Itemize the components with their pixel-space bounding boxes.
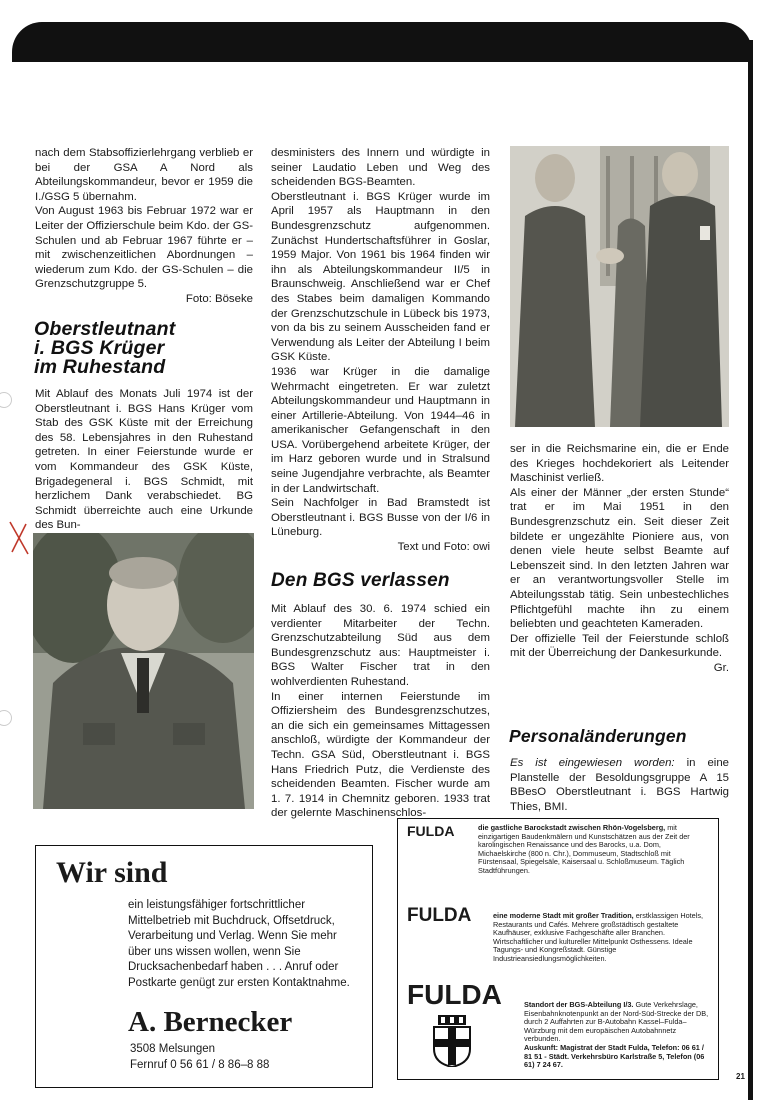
article2-col2-para-3: 1936 war Krüger in die damalige Wehrmacht eingetreten. Er war zuletzt Abteilungskommandeur und Hauptmann in einer Artillerie-Abteilung. Von 1944–46 in amerikanischer Gefangenschaft in den USA. Vorübergehend arbeitete Krüger, der im Harz geboren wurde und in Stralsund seine Jugendjahre verbrachte, als Beamter in der Landwirtschaft.: [271, 365, 490, 495]
ad-bernecker-phone: Fernruf 0 56 61 / 8 86–8 88: [130, 1059, 270, 1071]
article3-sign: Gr.: [713, 661, 729, 674]
ad-fulda: [397, 818, 719, 1080]
fulda-coat-of-arms-icon: [432, 1015, 472, 1067]
article3-col3-para-2: Als einer der Männer „der ersten Stunde“ trat er im Mai 1951 in den Bundesgrenzschutz ein. Seit dieser Zeit bildete er ungezählte Pioniere aus, von denen viele heute selbst Beamte auf Lebenszeit sind. In den letzten Jahren war er an verantwortungsvoller Stelle im Abteilungsstab tätig. Sein unbestechliches Pflichtgefühl machte ihn zu einem beliebten und geachteten Kameraden.: [510, 486, 729, 631]
article3-col2-para-1: Mit Ablauf des 30. 6. 1974 schied ein verdienter Mitarbeiter der Techn. Grenzschutzabteilung Süd aus dem Bundesgrenzschutz aus: Hauptmeister i. BGS Walter Fischer trat in den wohlverdienten Ruhestand.: [271, 603, 490, 688]
handshake-illustration: [510, 146, 729, 427]
article1-photo-credit: Foto: Böseke: [185, 292, 253, 305]
page-number: 21: [736, 1072, 745, 1081]
fulda-word-3: FULDA: [407, 979, 502, 1010]
article4-text: [510, 756, 729, 814]
article2-col2-para-1: desministers des Innern und würdigte in seiner Laudatio Leben und Weg des scheidenden BGS-Beamten.: [271, 147, 490, 189]
ad-bernecker-city: 3508 Melsungen: [130, 1043, 216, 1055]
article4-body: in eine Planstelle der Besoldungsgruppe A 15 BBesO Oberstleutnant i. BGS Hartwig Thies, BMI.: [510, 757, 730, 813]
article2-col2-para-2: Oberstleutnant i. BGS Krüger wurde im April 1957 als Hauptmann in den Bundesgrenzschutz aufgenommen. Zunächst Hundertschaftsführer in Goslar, 1959 Major. Von 1961 bis 1964 finden wir ihn als Abteilungskommandeur II/5 in Braunschweig. Anschließend war er Chef des Stabes beim damaligen Kommando der Grenzschutzschule in Lübeck bis 1973, von da bis zu seinem Ausscheiden fand er Verwendung als Leiter der Abteilung I beim GSK Küste.: [271, 190, 490, 364]
fulda-block-2: eine moderne Stadt mit großer Tradition, erstklassigen Hotels, Restaurants und Cafés. Mehrere großstädtisch gestaltete Kaufhäuser, exklusive Fachgeschäfte aller Branchen. Wirtschaftlicher und kultureller Mittelpunkt Osthessens. Ideale Tagungs- und Kongreßstadt. Günstige Industrieansiedlungsmöglichkeiten.: [493, 911, 704, 963]
headline-bgs-verlassen: Den BGS verlassen: [271, 570, 450, 591]
ad-bernecker: [35, 845, 373, 1088]
article2-col1-text: Mit Ablauf des Monats Juli 1974 ist der Oberstleutnant i. BGS Hans Krüger vom Stab des GSK Küste mit der Erreichung des 58. Lebensjahres in den Ruhestand getreten. In einer Feierstunde wurde er vom Kommandeur des GSK Küste, Brigadegeneral i. BGS Schmidt, mit herzlichem Dank verabschiedet. BG Schmidt überreichte auch eine Urkunde des Bun-: [35, 388, 253, 532]
article3-col2: [271, 602, 490, 821]
article3-col3: [510, 442, 729, 676]
article1-text: [35, 146, 253, 307]
headline-krueger: Oberstleutnant i. BGS Krüger im Ruhestand: [34, 318, 176, 378]
right-black-border: [748, 40, 753, 1100]
punch-hole: [0, 710, 12, 726]
fulda-word-1: FULDA: [407, 823, 455, 839]
article2-col2-para-4: Sein Nachfolger in Bad Bramstedt ist Oberstleutnant i. BGS Busse von der I/6 in Lüneburg.: [271, 497, 490, 539]
article3-col2-para-2: In einer internen Feierstunde im Offiziersheim des Bundesgrenzschutzes, an die sich ein gemeinsames Mittagessen anschloß, würdigte der Kommandeur der Techn. GSA Süd, Oberstleutnant i. BGS Hans Friedrich Putz, die Verdienste des scheidenden Beamten. Fischer wurde am 1. 7. 1914 in Chemnitz geboren. 1933 trat der gelernte Maschinenschlos-: [271, 690, 490, 820]
fulda-contact: Auskunft: Magistrat der Stadt Fulda, Telefon: 06 61 / 81 51 - Städt. Verkehrsbüro Karlstraße 5, Telefon (06 61) 7 24 67.: [524, 1043, 705, 1070]
top-black-border: [12, 22, 752, 62]
fulda-block-3: Standort der BGS-Abteilung I/3. Gute Verkehrslage, Eisenbahnknotenpunkt an der Nord-Süd-Strecke der DB, durch 2 Auffahrten zur B-Autobahn Kassel–Fulda–Würzburg mit dem europäischen Autobahnnetz verbunden.: [524, 1000, 709, 1044]
portrait-photo-krueger: [33, 533, 254, 809]
article3-col3-para-1: ser in die Reichsmarine ein, die er Ende des Krieges hochdekoriert als Leitender Maschinist verließ.: [510, 443, 729, 485]
article4-lead: Es ist eingewiesen worden:: [510, 757, 675, 769]
fulda-block-1: die gastliche Barockstadt zwischen Rhön-Vogelsberg, mit einzigartigen Baudenkmälern und Kunstschätzen aus der Zeit der karolingischen Renaissance und des Barocks, u.a. Dom, Michaelskirche (800 n. Chr.), Dommuseum, Stadtschloß mit Fürstensaal, Spiegelsäle, Kaisersaal u. Schloßmuseum. Täglich Stadtführungen.: [478, 823, 690, 875]
red-x-mark-icon: [6, 518, 34, 558]
headline-personalaenderungen: Personaländerungen: [509, 726, 687, 746]
article2-col1: [35, 387, 253, 533]
article2-col2: [271, 146, 490, 555]
article2-credit: Text und Foto: owi: [397, 541, 490, 554]
handshake-photo: [510, 146, 729, 427]
article1-para-2: Von August 1963 bis Februar 1972 war er Leiter der Offizierschule beim Kdo. der GS-Schulen und ab Februar 1967 führte er – mit zwischenzeitlichen Abordnungen – wiederum zum Kdo. der GS-Schulen – die Grenzschutzgruppe 5.: [35, 205, 253, 291]
portrait-illustration: [33, 533, 254, 809]
article1-para-1: nach dem Stabsoffizierlehrgang verblieb er bei der GSA A Nord als Abteilungskommandeur, bevor er 1959 die I./GSG 5 übernahm.: [35, 147, 253, 203]
ad-bernecker-company: A. Bernecker: [128, 1006, 293, 1038]
ad-bernecker-headline: Wir sind: [56, 856, 168, 889]
ad-bernecker-body: ein leistungsfähiger fortschrittlicher Mittelbetrieb mit Buchdruck, Offsetdruck, Verarbeitung und Verlag. Wenn Sie mehr über uns wissen wollen, wenn Sie Drucksachenbedarf haben . . . Anruf oder Postkarte genügt zur ersten Kontaktnahme.: [128, 899, 350, 989]
fulda-word-2: FULDA: [407, 905, 472, 926]
article3-col3-para-3: Der offizielle Teil der Feierstunde schloß mit der Überreichung der Dankesurkunde. Gr.: [510, 632, 729, 674]
article4-paragraph: [510, 756, 729, 814]
punch-hole: [0, 392, 12, 408]
